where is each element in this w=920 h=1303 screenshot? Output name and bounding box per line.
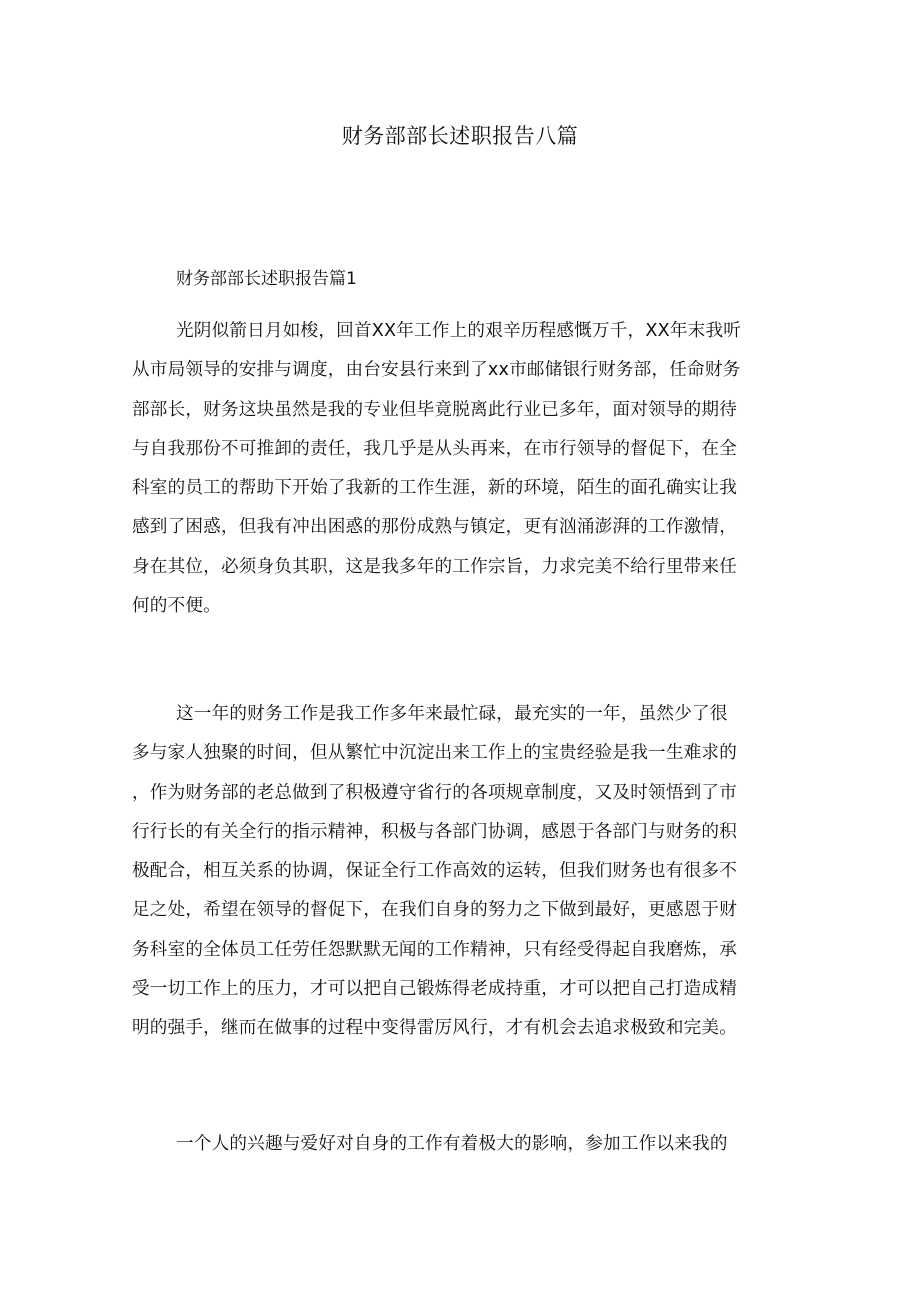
paragraph-line: 身在其位，必须身负其职，这是我多年的工作宗旨，力求完美不给行里带来任 [132, 556, 737, 577]
paragraph-line: 受一切工作上的压力，才可以把自己锻炼得老成持重，才可以把自己打造成精 [132, 979, 737, 1000]
section-heading: 财务部部长述职报告篇1 [176, 269, 357, 289]
paragraph-3 [132, 1125, 794, 1164]
paragraph-2 [132, 695, 794, 1049]
paragraph-line: 从市局领导的安排与调度，由台安县行来到了xx市邮储银行财务部，任命财务 [132, 360, 741, 381]
paragraph-line: ，作为财务部的老总做到了积极遵守省行的各项规章制度，又及时领悟到了市 [132, 782, 737, 803]
paragraph-line: 部部长，财务这块虽然是我的专业但毕竟脱离此行业已多年，面对领导的期待 [132, 399, 737, 420]
paragraph-line: 何的不便。 [132, 596, 221, 617]
paragraph-line: 足之处，希望在领导的督促下，在我们自身的努力之下做到最好，更感恩于财 [132, 900, 737, 921]
paragraph-line: 行行长的有关全行的指示精神，积极与各部门协调，感恩于各部门与财务的积 [132, 821, 737, 842]
paragraph-line: 多与家人独聚的时间，但从繁忙中沉淀出来工作上的宝贵经验是我一生难求的 [132, 743, 737, 764]
document-title: 财务部部长述职报告八篇 [341, 124, 579, 148]
paragraph-line: 明的强手，继而在做事的过程中变得雷厉风行，才有机会去追求极致和完美。 [132, 1018, 737, 1039]
paragraph-line: 感到了困惑，但我有冲出困惑的那份成熟与镇定，更有汹涌澎湃的工作激情， [132, 517, 737, 538]
paragraph-line: 极配合，相互关系的协调，保证全行工作高效的运转，但我们财务也有很多不 [132, 861, 737, 882]
paragraph-line: 光阴似箭日月如梭，回首XX年工作上的艰辛历程感慨万千，XX年末我听 [176, 321, 742, 341]
paragraph-line: 与自我那份不可推卸的责任，我几乎是从头再来，在市行领导的督促下，在全 [132, 438, 737, 459]
paragraph-line: 这一年的财务工作是我工作多年来最忙碌，最充实的一年，虽然少了很 [176, 704, 728, 724]
paragraph-line: 务科室的全体员工任劳任怨默默无闻的工作精神，只有经受得起自我磨炼，承 [132, 939, 737, 960]
paragraph-1 [132, 312, 794, 626]
paragraph-line: 一个人的兴趣与爱好对自身的工作有着极大的影响，参加工作以来我的 [176, 1134, 728, 1154]
paragraph-line: 科室的员工的帮助下开始了我新的工作生涯，新的环境，陌生的面孔确实让我 [132, 478, 737, 499]
